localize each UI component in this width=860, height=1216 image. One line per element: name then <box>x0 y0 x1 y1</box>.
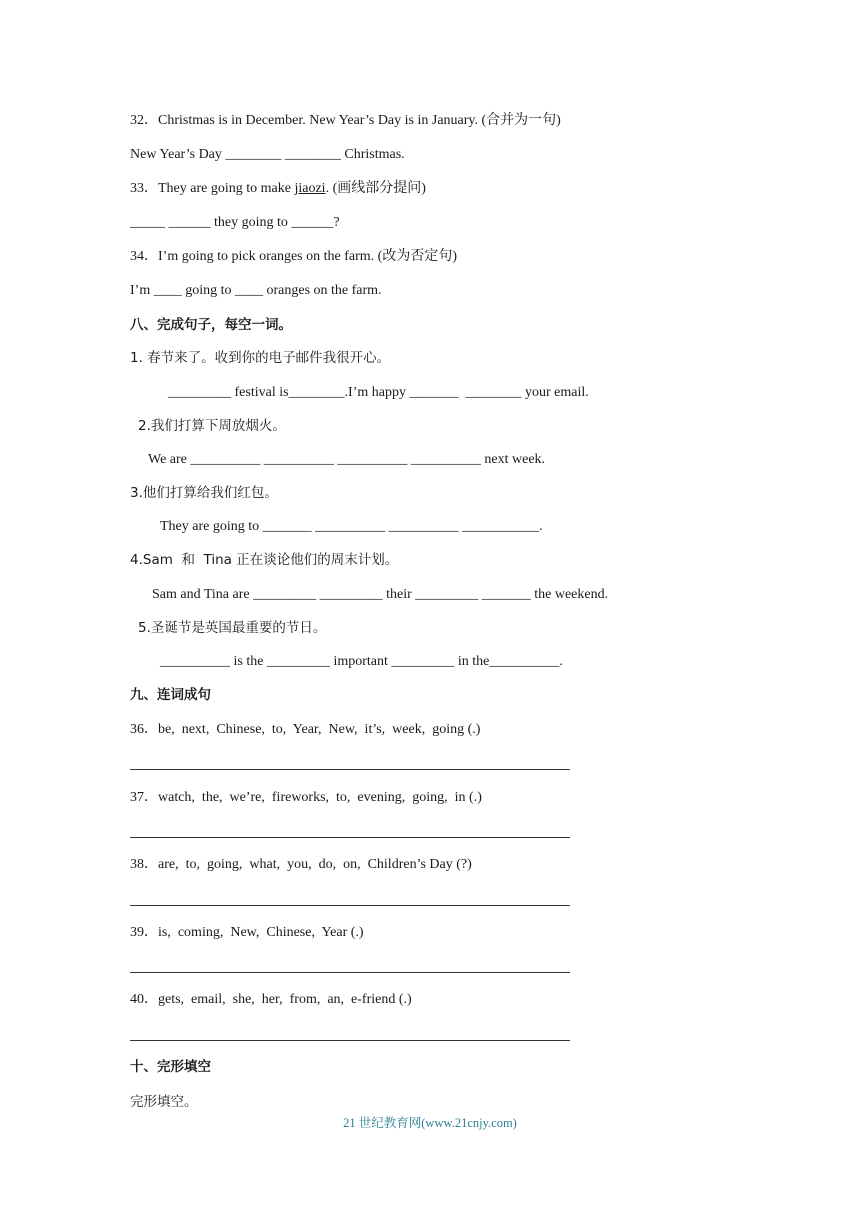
q37-answer-rule <box>130 837 570 838</box>
section10-intro: 完形填空。 <box>130 1094 198 1110</box>
s8-item4-english: Sam and Tina are _________ _________ their _________ _______ the weekend. <box>152 587 609 602</box>
s8-item1-chinese: 1. 春节来了。收到你的电子邮件我很开心。 <box>130 350 391 366</box>
s8-item1-english: _________ festival is________.I’m happy _______ ________ your email. <box>168 385 589 400</box>
q33-underlined-word: jiaozi <box>294 181 326 196</box>
q40-answer-rule <box>130 1040 570 1041</box>
s8-item2-chinese: 2.我们打算下周放烟火。 <box>138 418 286 434</box>
s8-item2-english: We are __________ __________ __________ __________ next week. <box>148 452 546 467</box>
q36-words: 36．be, next, Chinese, to, Year, New, it’s, week, going (.) <box>130 722 481 737</box>
q37-words: 37．watch, the, we’re, fireworks, to, evening, going, in (.) <box>130 790 482 805</box>
q32-prompt: 32．Christmas is in December. New Year’s Day is in January. (合并为一句) <box>130 113 561 128</box>
q39-answer-rule <box>130 972 570 973</box>
s8-item3-english: They are going to _______ __________ __________ ___________. <box>160 519 543 534</box>
q33-prompt-after: . (画线部分提问) <box>325 181 426 196</box>
q40-words: 40．gets, email, she, her, from, an, e-friend (.) <box>130 992 412 1007</box>
section9-heading: 九、连词成句 <box>130 687 211 703</box>
q36-answer-rule <box>130 769 570 770</box>
s8-item5-chinese: 5.圣诞节是英国最重要的节日。 <box>138 620 327 636</box>
q38-answer-rule <box>130 905 570 906</box>
s8-item4-chinese: 4.Sam 和 Tina 正在谈论他们的周末计划。 <box>130 552 399 568</box>
q39-words: 39．is, coming, New, Chinese, Year (.) <box>130 925 364 940</box>
q33-prompt <box>130 180 426 198</box>
q34-prompt: 34．I’m going to pick oranges on the farm. (改为否定句) <box>130 249 457 264</box>
q33-prompt-before: 33．They are going to make <box>130 181 295 196</box>
q32-answer-line: New Year’s Day ________ ________ Christmas. <box>130 147 405 162</box>
q33-answer-line: _____ ______ they going to ______? <box>130 215 340 230</box>
section10-heading: 十、完形填空 <box>130 1059 211 1075</box>
s8-item5-english: __________ is the _________ important _________ in the__________. <box>160 654 563 669</box>
q38-words: 38．are, to, going, what, you, do, on, Children’s Day (?) <box>130 857 472 872</box>
section8-heading: 八、完成句子，每空一词。 <box>130 317 292 333</box>
s8-item3-chinese: 3.他们打算给我们红包。 <box>130 485 278 501</box>
footer-source: 21 世纪教育网(www.21cnjy.com) <box>343 1116 517 1130</box>
q34-answer-line: I’m ____ going to ____ oranges on the farm. <box>130 283 382 298</box>
